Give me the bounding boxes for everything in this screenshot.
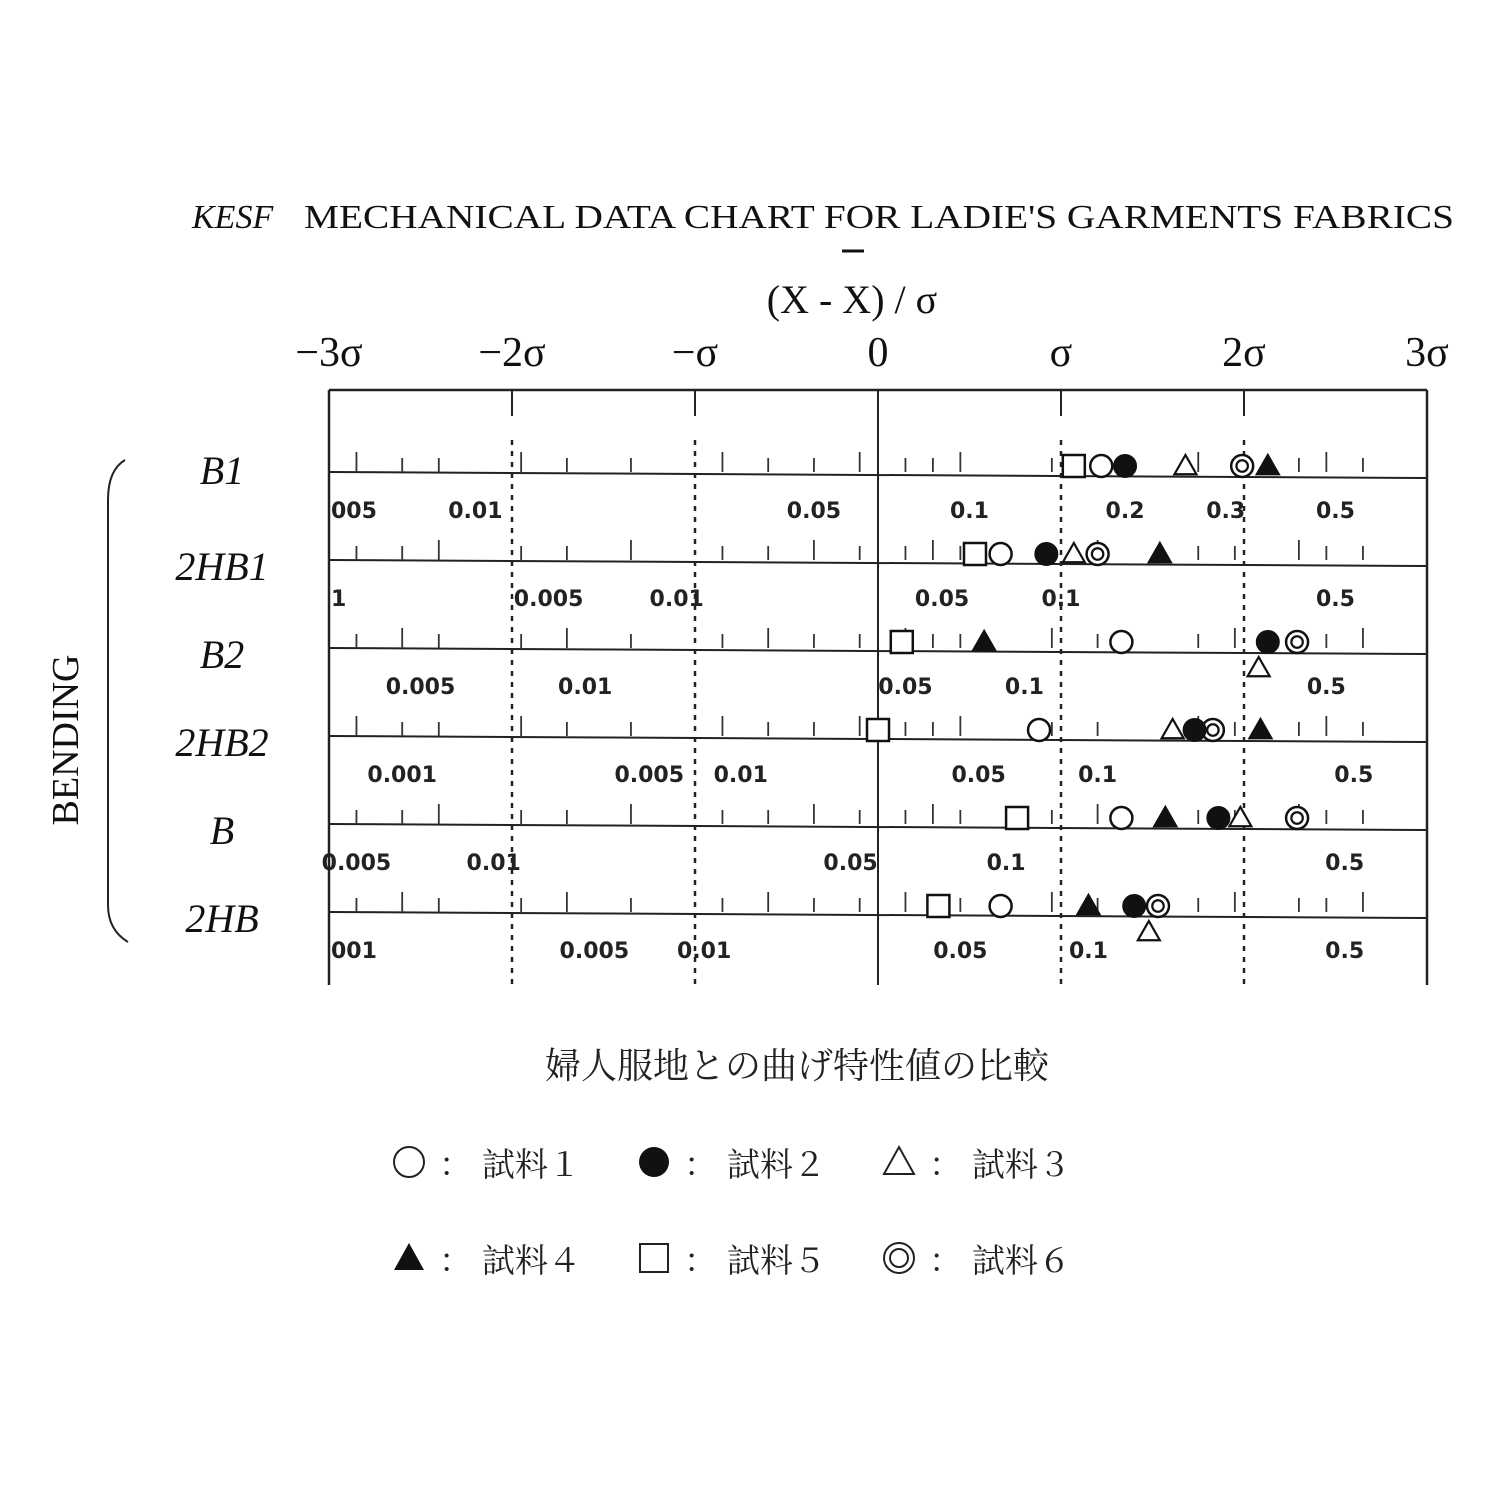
chart-title-kesf: KESF xyxy=(192,199,274,236)
x-tick-label: 2σ xyxy=(1222,330,1266,376)
marker-triangle-filled xyxy=(1257,455,1279,474)
legend-symbol-svg xyxy=(388,1237,430,1279)
marker-circle-filled xyxy=(1184,719,1206,741)
chart-markers xyxy=(867,455,1308,940)
legend-separator: ： xyxy=(684,1240,717,1280)
scale-value-label: 0.05 xyxy=(823,851,878,876)
marker-triangle-filled xyxy=(1077,895,1099,914)
legend-symbol-svg xyxy=(878,1141,920,1183)
marker-square-open xyxy=(1063,455,1085,477)
scale-value-label: 0.2 xyxy=(1105,499,1145,524)
bending-brace xyxy=(108,460,128,942)
marker-triangle-filled xyxy=(1154,807,1176,826)
marker-circle-filled xyxy=(1114,455,1136,477)
row-label: 2HB xyxy=(185,896,259,941)
marker-circle-open xyxy=(1090,455,1112,477)
legend-symbol xyxy=(875,1138,923,1186)
x-tick-label: 3σ xyxy=(1405,330,1449,376)
scale-value-label: 001 xyxy=(331,939,377,964)
legend-item xyxy=(630,1231,875,1285)
marker-double-circle xyxy=(1286,807,1308,829)
marker-double-circle xyxy=(1286,631,1308,653)
legend-separator: ： xyxy=(929,1144,962,1184)
legend-series-name: 試料２ xyxy=(727,1144,826,1184)
chart-caption: 婦人服地との曲げ特性値の比較 xyxy=(544,1046,1050,1087)
marker-circle-filled xyxy=(1257,631,1279,653)
marker-circle-filled xyxy=(1035,543,1057,565)
row-label: B2 xyxy=(199,632,245,677)
legend-item xyxy=(385,1231,630,1285)
x-tick-label: σ xyxy=(1049,330,1073,376)
scale-value-label: 0.005 xyxy=(385,675,456,700)
legend-series-name: 試料１ xyxy=(482,1144,581,1184)
legend-separator: ： xyxy=(439,1240,472,1280)
scale-value-label: 0.1 xyxy=(1004,675,1044,700)
legend-series-name: 試料４ xyxy=(482,1240,581,1280)
x-tick-label: −3σ xyxy=(295,330,363,376)
scale-value-label: 0.3 xyxy=(1206,499,1246,524)
scale-value-label: 0.5 xyxy=(1316,499,1355,524)
legend-symbol-svg xyxy=(388,1141,430,1183)
marker-double-circle xyxy=(1087,543,1109,565)
legend-symbol xyxy=(630,1138,678,1186)
marker-circle-open xyxy=(1110,631,1132,653)
marker-double-circle xyxy=(1147,895,1169,917)
legend-separator: ： xyxy=(439,1144,472,1184)
marker-circle-filled xyxy=(1123,895,1145,917)
legend-separator: ： xyxy=(684,1144,717,1184)
legend-marker xyxy=(394,1243,424,1270)
marker-double-circle-inner xyxy=(1291,812,1302,823)
legend-series-name: 試料３ xyxy=(972,1144,1071,1184)
marker-triangle-open xyxy=(1138,921,1160,940)
legend-symbol xyxy=(875,1234,923,1282)
scale-value-label: 0.01 xyxy=(558,675,613,700)
row-label: 2HB2 xyxy=(175,720,269,765)
legend-marker xyxy=(884,1147,914,1174)
scale-value-label: 0.1 xyxy=(986,851,1026,876)
legend-item xyxy=(385,1135,630,1189)
scale-value-label: 0.005 xyxy=(321,851,392,876)
marker-square-open xyxy=(964,543,986,565)
scale-value-label: 0.001 xyxy=(367,763,437,788)
marker-double-circle-inner xyxy=(1152,900,1163,911)
marker-triangle-open xyxy=(1063,543,1085,562)
scale-value-label: 0.5 xyxy=(1325,939,1365,964)
marker-double-circle-inner xyxy=(1236,460,1247,471)
scale-value-label: 0.1 xyxy=(1078,763,1118,788)
row-label: B xyxy=(209,808,235,853)
scale-value-label: 0.1 xyxy=(950,499,989,524)
marker-square-open xyxy=(891,631,913,653)
scale-value-label: 0.01 xyxy=(677,939,732,964)
legend-series-name: 試料５ xyxy=(727,1240,826,1280)
legend-marker xyxy=(394,1147,424,1177)
marker-double-circle-inner xyxy=(1291,636,1302,647)
scale-value-label: 0.05 xyxy=(951,763,1006,788)
scale-value-label: 0.01 xyxy=(466,851,521,876)
scale-value-label: 005 xyxy=(331,499,377,524)
scale-value-label: 0.005 xyxy=(559,939,630,964)
scale-value-label: 0.05 xyxy=(914,587,970,612)
x-axis-label: (X - X) / σ xyxy=(766,277,938,322)
legend-item xyxy=(875,1135,1120,1189)
marker-triangle-open xyxy=(1229,807,1251,826)
marker-double-circle xyxy=(1231,455,1253,477)
bending-group xyxy=(45,460,128,942)
scale-value-label: 0.5 xyxy=(1306,675,1346,700)
legend-symbol xyxy=(385,1138,433,1186)
scale-value-label: 0.1 xyxy=(1041,587,1081,612)
scale-value-label: 0.01 xyxy=(713,763,768,788)
chart-title xyxy=(191,199,1454,236)
x-tick-label: −σ xyxy=(671,330,719,376)
legend-item xyxy=(630,1135,875,1189)
scale-value-label: 0.1 xyxy=(1068,939,1108,964)
marker-double-circle-inner xyxy=(1207,724,1218,735)
legend-separator: ： xyxy=(929,1240,962,1280)
scale-value-label: 0.05 xyxy=(786,499,842,524)
marker-triangle-filled xyxy=(973,631,995,650)
marker-circle-filled xyxy=(1207,807,1229,829)
scale-value-label: 0.5 xyxy=(1316,587,1355,612)
marker-double-circle-inner xyxy=(1092,548,1103,559)
legend-marker xyxy=(639,1147,669,1177)
legend-grid xyxy=(385,1135,1145,1285)
scale-value-label: 0.01 xyxy=(448,499,503,524)
legend-marker-inner xyxy=(890,1249,908,1267)
chart-rows xyxy=(175,448,1427,964)
marker-circle-open xyxy=(1028,719,1050,741)
marker-circle-open xyxy=(1110,807,1132,829)
legend-item xyxy=(875,1231,1120,1285)
legend-symbol xyxy=(385,1234,433,1282)
marker-triangle-filled xyxy=(1149,543,1171,562)
scale-value-label: 1 xyxy=(331,587,347,612)
x-tick-labels xyxy=(295,330,1448,376)
legend-series-name: 試料６ xyxy=(972,1240,1071,1280)
legend-symbol-svg xyxy=(633,1141,675,1183)
marker-circle-open xyxy=(990,543,1012,565)
legend xyxy=(385,1135,1145,1285)
scale-value-label: 0.05 xyxy=(933,939,988,964)
legend-symbol xyxy=(630,1234,678,1282)
x-tick-label: −2σ xyxy=(478,330,546,376)
scale-value-label: 0.05 xyxy=(878,675,933,700)
scale-value-label: 0.005 xyxy=(614,763,685,788)
row-label: B1 xyxy=(199,448,245,493)
chart-title-text: MECHANICAL DATA CHART FOR LADIE'S GARMENTS FABRICS xyxy=(304,199,1454,236)
scale-value-label: 0.5 xyxy=(1334,763,1374,788)
scale-value-label: 0.005 xyxy=(513,587,584,612)
x-tick-label: 0 xyxy=(867,330,889,376)
scale-value-label: 0.01 xyxy=(649,587,704,612)
marker-square-open xyxy=(1006,807,1028,829)
marker-triangle-filled xyxy=(1249,719,1271,738)
legend-symbol-svg xyxy=(878,1237,920,1279)
row-label: 2HB1 xyxy=(175,544,269,589)
marker-triangle-open xyxy=(1248,657,1270,676)
bending-label: BENDING xyxy=(45,654,87,826)
marker-triangle-open xyxy=(1174,455,1196,474)
legend-symbol-svg xyxy=(633,1237,675,1279)
marker-triangle-open xyxy=(1162,719,1184,738)
marker-square-open xyxy=(927,895,949,917)
marker-circle-open xyxy=(990,895,1012,917)
legend-marker xyxy=(640,1244,668,1272)
scale-value-label: 0.5 xyxy=(1325,851,1365,876)
marker-square-open xyxy=(867,719,889,741)
